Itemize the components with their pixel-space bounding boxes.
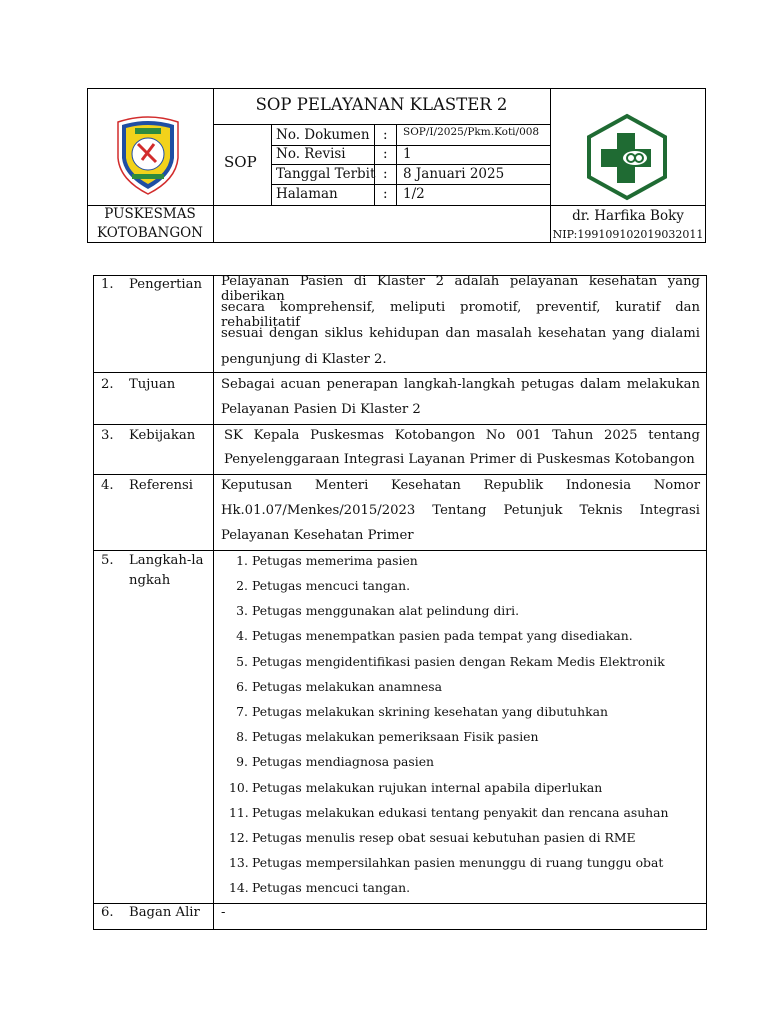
step-text: Petugas melakukan skrining kesehatan yang dibutuhkan [252,704,609,719]
column-divider [213,275,214,930]
step-text: Petugas mencuci tangan. [252,578,411,593]
signer-name: dr. Harfika Boky [572,208,684,224]
step-number: 10. [229,780,249,795]
step-item [229,880,410,895]
step-number: 7. [236,704,248,719]
section-label: Bagan Alir [129,905,200,920]
doc-info-label: No. Revisi [276,146,346,162]
section-text-line: SK Kepala Puskesmas Kotobangon No 001 Tahun 2025 tentang [224,428,700,443]
section-text-line: secara komprehensif, meliputi promotif, preventif, kuratif dan rehabilitatif [221,300,700,330]
step-number: 9. [236,754,248,769]
step-text: Petugas mengidentifikasi pasien dengan Rekam Medis Elektronik [252,654,665,669]
step-item [229,805,669,820]
signer-nip: NIP:199109102019032011 [552,228,704,241]
step-item [229,855,663,870]
section-text-line: Pelayanan Pasien di Klaster 2 adalah pelayanan kesehatan yang diberikan [221,274,700,304]
section-text-line: Hk.01.07/Menkes/2015/2023 Tentang Petunjuk Teknis Integrasi [221,503,700,518]
step-text: Petugas menempatkan pasien pada tempat yang disediakan. [252,628,633,643]
step-item [229,729,539,744]
org-name-line: PUSKESMAS [104,206,196,222]
row-divider [93,474,707,475]
row-divider [93,424,707,425]
step-item [229,704,608,719]
step-text: Petugas menggunakan alat pelindung diri. [252,603,520,618]
doc-info-sep: : [383,166,388,182]
step-number: 5. [236,654,248,669]
section-number: 2. [101,377,114,392]
step-item [229,780,602,795]
header-divider [213,205,550,206]
header-divider [271,125,272,205]
section-label: Kebijakan [129,428,196,443]
row-divider [93,550,707,551]
row-divider [93,372,707,373]
org-name [87,205,213,243]
section-label: Pengertian [129,277,203,292]
step-text: Petugas melakukan pemeriksaan Fisik pasien [252,729,539,744]
doc-info-value: 1 [403,146,412,162]
sop-label: SOP [224,153,257,171]
doc-info-value: 1/2 [403,186,425,202]
step-text: Petugas melakukan rujukan internal apabila diperlukan [252,780,603,795]
section-number: 1. [101,277,114,292]
step-item [229,830,636,845]
step-item [229,628,633,643]
doc-info-label: Tanggal Terbit [276,166,376,182]
header-divider [396,125,397,205]
step-item [229,603,519,618]
step-number: 11. [229,805,249,820]
step-number: 13. [229,855,249,870]
step-number: 4. [236,628,248,643]
step-number: 2. [236,578,248,593]
section-text-line: Keputusan Menteri Kesehatan Republik Indonesia Nomor [221,478,700,493]
section-label: ngkah [129,573,171,588]
section-text-line: sesuai dengan siklus kehidupan dan masalah kesehatan yang dialami [221,326,700,341]
regional-emblem-logo [110,114,186,196]
doc-info-label: No. Dokumen [276,127,370,143]
step-number: 8. [236,729,248,744]
document-title: SOP PELAYANAN KLASTER 2 [255,95,508,114]
step-text: Petugas mencuci tangan. [252,880,411,895]
step-item [229,553,418,568]
section-value: - [221,905,226,920]
step-text: Petugas memerima pasien [252,553,418,568]
section-text-line: Pelayanan Kesehatan Primer [221,528,414,543]
step-number: 3. [236,603,248,618]
doc-info-value: SOP/I/2025/Pkm.Koti/008 [403,126,540,138]
header-divider [374,125,375,205]
step-item [229,578,410,593]
doc-info-label: Halaman [276,186,338,202]
header-divider [271,164,550,165]
step-text: Petugas mendiagnosa pasien [252,754,435,769]
step-text: Petugas menulis resep obat sesuai kebutuhan pasien di RME [252,830,636,845]
step-text: Petugas mempersilahkan pasien menunggu di ruang tunggu obat [252,855,664,870]
step-number: 12. [229,830,249,845]
step-number: 14. [229,880,249,895]
doc-info-sep: : [383,127,388,143]
section-number: 6. [101,905,114,920]
org-name-line: KOTOBANGON [96,225,203,241]
doc-info-sep: : [383,146,388,162]
doc-info-value: 8 Januari 2025 [403,166,505,182]
section-text-line: Pelayanan Pasien Di Klaster 2 [221,402,421,417]
step-text: Petugas melakukan anamnesa [252,679,442,694]
section-text-line: Sebagai acuan penerapan langkah-langkah petugas dalam melakukan [221,377,700,392]
section-number: 5. [101,553,114,568]
doc-info-sep: : [383,186,388,202]
section-number: 4. [101,478,114,493]
section-number: 3. [101,428,114,443]
step-number: 6. [236,679,248,694]
row-divider [93,903,707,904]
section-label: Langkah-la [129,553,204,568]
header-divider [550,205,706,206]
section-text-line: Penyelenggaraan Integrasi Layanan Primer di Puskesmas Kotobangon [224,452,695,467]
header-divider [271,184,550,185]
section-text-line: pengunjung di Klaster 2. [221,352,387,367]
step-item [229,754,434,769]
header-divider [213,124,550,125]
puskesmas-logo [585,113,669,201]
step-item [229,654,665,669]
step-item [229,679,442,694]
section-label: Referensi [129,478,194,493]
step-number: 1. [236,553,248,568]
section-label: Tujuan [129,377,176,392]
step-text: Petugas melakukan edukasi tentang penyakit dan rencana asuhan [252,805,669,820]
